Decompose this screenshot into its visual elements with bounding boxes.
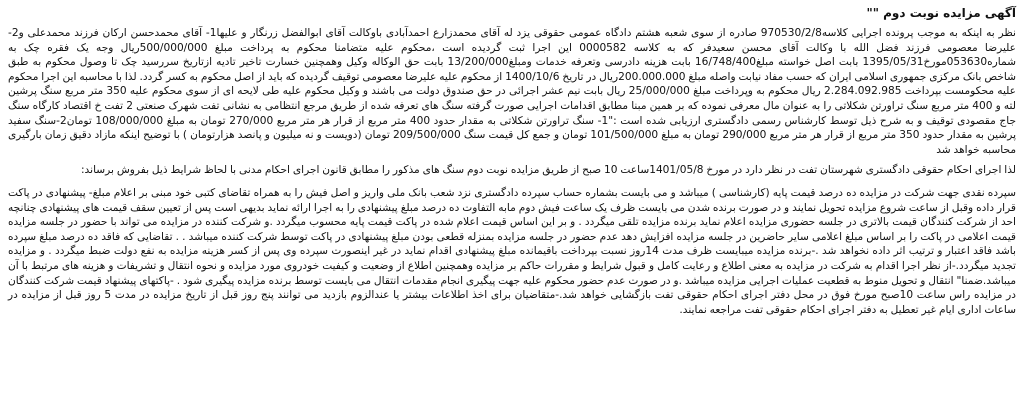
notice-title: آگهی مزایده نوبت دوم "": [866, 6, 1016, 20]
notice-paragraph-auction-date: لذا اجرای احکام حقوقی دادگستری شهرستان تفت در نظر دارد در مورخ 1401/05/8ساعت 10 صبح از طریق مزایده نوبت دوم سنگ های مذکور را مطابق قانون اجرای احکام مدنی با لحاظ شرایط ذیل بفروش برساند:: [80, 164, 1016, 177]
notice-paragraph-conditions: سپرده نقدی جهت شرکت در مزایده ده درصد قیمت پایه (کارشناسی ) میباشد و می بایست بشماره حساب سپرده دادگستری نزد شعب بانک ملی واریز و اصل فیش را به همراه تقاضای کتبی خود مبنی بر اعلام مبلغ- پیشنهادی در پاکت قرار داده وقبل از ساعت شروع مزایده تحویل نمایند و در صورت برنده شدن می بایست ظرف یک ساعت فیش دوم مابه التفاوت ده درصد مبلغ پیشنهادی را به اجرا ارائه نماید بدیهی است پس از تعیین سقف قیمت های پیشنهادی چنانچه احد از شرکت کنندگان قیمت بالاتری در جلسه حضوری مزایده اعلام نماید برنده مزایده تلقی میگردد . و بر این اساس قیمت اعلام شده در پاکت قیمت پایه محسوب میگردد .و شرکت کننده در مزایده می تواند با حضور در جلسه مزایده قیمت اعلامی در پاکت را بر اساس مبلغ اعلامی سایر حاضرین در جلسه مزایده افزایش دهد عدم حضور در جلسه مزایده بمنزله قطعی بودن مبلغ پیشنهادی در پاکت توسط شرکت کننده میباشد . . تقاضایی که فاقد ده درصد مبلغ سپرده باشد فاقد اعتبار و ترتیب اثر داده نخواهد شد .-برنده مزایده میبایست ظرف مدت 14روز نسبت بپرداخت باقیمانده مبلغ پیشنهادی اقدام نماید در غیر اینصورت سپرده وی پس از کسر هزینه مزایده به نفع دولت ضبط میگردد . و مزایده تجدید میگردد.-از نظر اجرا اقدام به شرکت در مزایده به معنی اطلاع و رعایت کامل و قبول شرایط و مقررات حاکم بر مزایده وهمچنین اطلاع از وضعیت و کیفیت خودروی مورد مزایده و نحوه انتقال و تشریفات و هزینه های مرتبط با آن میباشد.ضمنا" انتقال و تحویل منوط به قطعیت عملیات اجرایی مزایده میباشد .و در صورت عدم حضور محکوم علیه جهت پیگیری انجام مقدمات انتقال می بایست توسط برنده مزایده پیگیری شود . -پاکتهای پیشنهاد قیمت شرکت کنندگان در مزایده راس ساعت 10صبح مورخ فوق در محل دفتر اجرای احکام حقوقی تفت بازگشایی خواهد شد.-متقاضیان برای اخذ اطلاعات بیشتر یا عندالزوم بازدید می توانند پنج روز قبل از تاریخ مزایده در مدت 5 روز قبل از مزایده در ساعات اداری ایام غیر تعطیل به دفتر اجرای احکام حقوقی تفت مراجعه نمایند.: [8, 186, 1016, 316]
notice-paragraph-case-details: نظر به اینکه به موجب پرونده اجرایی کلاسه970530/2/8 صادره از سوی شعبه هشتم دادگاه عمومی حقوقی یزد له آقای محمدزارع احمدآبادی باوکالت آقای ابوالفضل زرنگار و علیها1- آقای محمدحسن ارکان فرزند محمدعلی و2- علیرضا معصومی فرزند فضل الله با وکالت آقای محسن سعیدفر که به کلاسه 0000582 این اجرا ثبت گردیده است ،محکوم علیه متضامنا محکوم به پرداخت مبلغ 500/000/000ریال وجه یک فقره چک به شماره053630مورخ1395/05/31 بابت اصل خواسته مبلغ16/748/400 بابت هزینه دادرسی وتعرفه خدمات ومبلغ13/200/000 بابت حق الوکاله وکیل وهمچنین خسارت تاخیر تادیه ازتاریخ سررسید چک تا وصول محکوم به طبق شاخص بانک مرکزی جمهوری اسلامی ایران که حسب مفاد نیابت واصله مبلغ 200.000.000ریال در تاریخ 1400/10/6 از محکوم علیه علیرضا معصومی توقیف گردیده که باید از اصل محکوم به کسر گردد. لذا با محاسبه این اجرا محکوم علیه محکومست بپرداخت 2.284.092.985 ریال محکوم به وپرداخت مبلغ 25/000/000 ریال بابت نیم عشر اجرائی در حق صندوق دولت می باشند و وکیل محکوم علیه طی لایحه ای از سوی محکوم علیه 350 متر مربع سنگ پرشین لته و 400 متر مربع سنگ تراورتن شکلاتی را به عنوان مال معرفی نموده که بر همین مبنا مطابق اقدامات اجرایی صورت گرفته سنگ های تعرفه شده از طریق مرجع انتظامی به نشانی تفت شهرک صنعتی 2 تفت خ اقتصاد کارگاه سنگ جاج مقصودی توقیف و به شرح ذیل توسط کارشناس رسمی دادگستری ارزیابی شده است :"1- سنگ تراورتن شکلاتی به مقدار حدود 400 متر مربع از قرار هر متر مربع 270/000 تومان به مبلغ 108/000/000 تومان2-سنگ سفید پرشین به مقدار حدود 350 متر مربع از قرار هر متر مربع 290/000 تومان به مبلغ 101/500/000 تومان و جمع کل قیمت سنگ 209/500/000 تومان (دویست و نه میلیون و پانصد هزارتومان ) با توضیح اینکه مازاد دقیق زمان بارگیری محاسبه خواهد شد: [8, 27, 1017, 156]
